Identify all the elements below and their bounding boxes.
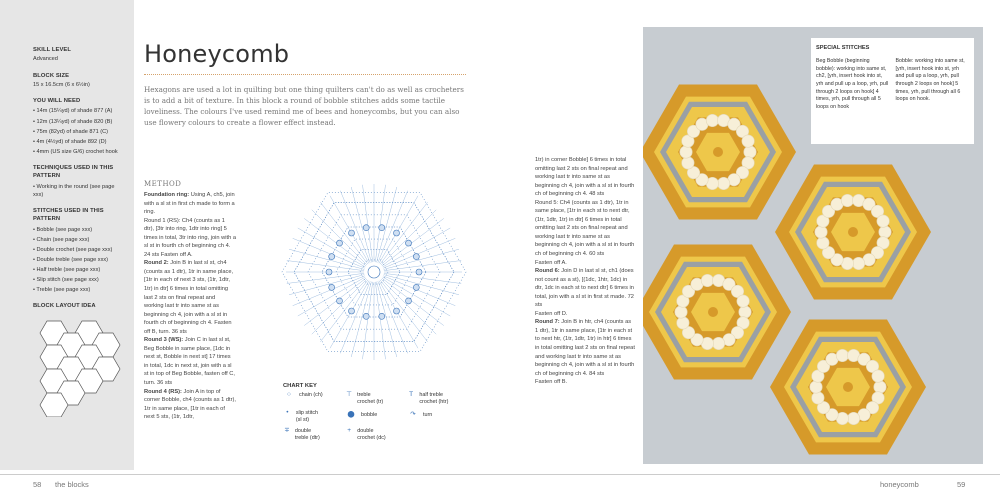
chart-bobble [394, 230, 400, 236]
chart-stitch-line [375, 282, 385, 359]
double-crochet-icon: + [347, 427, 352, 434]
method-step-text: Fasten off A. [535, 259, 567, 266]
method-step-text: Round 5: Ch4 (counts as 1 dtr), 1tr in same place, [1tr in each st to next dtr, (1tr, 1dtr, 1tr) in dtr] 6 times in total omitting last 2 sts on final repeat and working last tr into same st as beginning ch 4, join with a sl st in fourth ch of beginning ch 4. 60 sts [535, 199, 635, 258]
key-label: treble crochet (tr) [357, 392, 384, 406]
need-item: • 4mm (US size G/6) crochet hook [33, 148, 118, 155]
sidebar [0, 0, 134, 470]
key-item [345, 392, 385, 407]
key-item [283, 410, 323, 425]
skill-level-heading: SKILL LEVEL [33, 47, 72, 53]
crochet-chart [268, 172, 480, 372]
need-item: • 14m (15¼yd) of shade 877 (A) [33, 108, 113, 115]
left-running-head: the blocks [55, 480, 89, 489]
page-footer [0, 470, 1000, 500]
chart-stitch-line [384, 273, 461, 283]
chart-stitch-line [312, 210, 367, 265]
chart-stitch-line [287, 261, 364, 271]
chart-stitch-line [287, 273, 364, 283]
key-label: double crochet (dc) [357, 428, 386, 442]
need-item: • 12m (13¼yd) of shade 820 (B) [33, 118, 113, 125]
bobble [874, 381, 886, 393]
chart-bobble [363, 225, 369, 231]
skill-level-value: Advanced [33, 56, 58, 63]
bobble [815, 226, 827, 238]
you-will-need-heading: YOU WILL NEED [33, 98, 81, 104]
chart-bobble [416, 269, 422, 275]
chart-bobble [337, 298, 343, 304]
stitch-item: • Chain (see page xxx) [33, 236, 90, 243]
chart-bobble [406, 298, 412, 304]
method-step-label: Round 2: [144, 260, 169, 267]
method-column-1 [144, 191, 236, 422]
need-item: • 75m (82yd) of shade 871 (C) [33, 128, 109, 135]
footer-rule [0, 474, 1000, 475]
right-page-number: 59 [957, 480, 966, 489]
chart-bobble [379, 313, 385, 319]
bobble [852, 257, 864, 269]
chart-key-heading: CHART KEY [283, 383, 317, 389]
chain-icon: ○ [287, 391, 291, 398]
page-title: Honeycomb [144, 40, 290, 68]
chart-stitch-line [381, 279, 436, 334]
chart-bobble [349, 230, 355, 236]
bobble [739, 306, 751, 318]
method-step-label: Round 7: [535, 319, 560, 326]
stitch-item: • Slip stitch (see page xxx) [33, 277, 99, 284]
key-item [407, 392, 457, 407]
key-label: turn [423, 412, 433, 418]
method-heading: METHOD [144, 180, 182, 188]
block-layout-diagram [33, 317, 125, 417]
bobble [742, 135, 754, 147]
method-column-2 [535, 156, 635, 387]
key-label: chain (ch) [299, 392, 323, 398]
center-ring [713, 147, 723, 157]
chart-foundation-ring [368, 266, 380, 278]
method-step-text: Join B in last sl st, ch4 (counts as 1 dtr), 1tr in same place, [1tr in each of next 3 sts, (1tr, 1dtr, 1tr) in dtr] 6 times in total omitting last 2 sts on final repeat and working last tr into same st as beginning ch 4, join with a sl st in fourth ch of beginning ch 4. Fasten off B, turn. 36 sts [144, 260, 234, 335]
techniques-heading: TECHNIQUES USED IN THIS PATTERN [33, 164, 114, 180]
bobble-icon: ⬤ [347, 411, 355, 418]
chart-round [360, 260, 388, 284]
turn-icon: ↷ [410, 411, 416, 418]
block-size-heading: BLOCK SIZE [33, 72, 70, 79]
bobble [810, 381, 822, 393]
special-stitches-box [811, 38, 974, 144]
technique-item: • Working in the round (see page xxx) [33, 183, 115, 198]
key-item [407, 412, 432, 419]
method-step-text: 1tr) in corner Bobble] 6 times in total omitting last 2 sts on final repeat and working last tr into same st as beginning ch 4, join with a sl st in fourth ch of beginning ch 4. 48 sts [535, 157, 635, 198]
key-label: half treble crochet (htr) [419, 392, 449, 406]
method-step-label: Foundation ring: [144, 192, 190, 198]
bobble [877, 215, 889, 227]
center-ring [843, 382, 853, 392]
method-step-text: Join B in htr, ch4 (counts as 1 dtr), 1tr in same place, [1tr in each st to next htr, (1tr, 1dtr, 1tr) in htr] 6 times in total omitting last 2 sts on final repeat and working last tr into same st as beginning ch 4, join with a sl st in fourth ch of beginning ch 4. 84 sts [535, 319, 635, 377]
chart-bobble [349, 308, 355, 314]
key-item [345, 412, 377, 419]
stitch-item: • Double crochet (see page xxx) [33, 246, 113, 253]
chart-bobble [379, 225, 385, 231]
method-step-text: Using A, ch5, join with a sl st in first ch made to form a ring. [144, 192, 235, 216]
left-page-number: 58 [33, 480, 42, 489]
chart-stitch-line [363, 282, 373, 359]
chart-bobble [329, 254, 335, 260]
chart-stitch-line [384, 261, 461, 271]
bobble [717, 177, 729, 189]
chart-bobble [337, 240, 343, 246]
chart-bobble [413, 284, 419, 290]
chart-bobble [406, 240, 412, 246]
intro-text: Hexagons are used a lot in quilting but one thing quilters can't do as well as crocheters is to add a bit of texture. In this block a round of bobble stitches adds some tactile loveliness. The colours I've used remind me of bees and honeycombs, but you can also use flowery colours to create a flower effect instead. [144, 85, 464, 128]
center-ring [848, 227, 858, 237]
chart-bobble [413, 254, 419, 260]
title-divider [144, 74, 466, 75]
slip-stitch-icon: • [286, 409, 289, 416]
bobble [812, 392, 824, 404]
method-step-text: Join D in last sl st, ch1 (does not count as a st), [(1dc, 1htr, 1dc) in dtr, 1dc in each st to next dtr] 6 times in total, join with a sl st in first st made. 72 sts [535, 268, 634, 309]
bobble [744, 146, 756, 158]
key-label: bobble [361, 412, 378, 418]
method-step-label: Round 3 (WS): [144, 337, 184, 344]
stitches-heading: STITCHES USED IN THIS PATTERN [33, 207, 104, 223]
key-item [345, 428, 389, 443]
method-step-text: Join C in last sl st, Beg Bobble in same place, [1dc in next st, Bobble in next st] 17 times in total, 1dc in next st, join with a sl st in top of Beg Bobble, fasten off C, turn. 36 sts [144, 337, 235, 387]
key-item [283, 428, 323, 443]
stitch-item: • Treble (see page xxx) [33, 287, 91, 294]
bobble [675, 306, 687, 318]
bobble [879, 226, 891, 238]
bobble [677, 317, 689, 329]
chart-bobble [329, 284, 335, 290]
bobble [712, 337, 724, 349]
method-step-label: Round 6: [535, 268, 560, 275]
half-treble-icon: T [409, 391, 414, 398]
bobble [737, 295, 749, 307]
stitch-item: • Double treble (see page xxx) [33, 257, 109, 264]
bobble [682, 157, 694, 169]
bobble [817, 237, 829, 249]
method-step-label: Round 4 (RS): [144, 388, 182, 395]
stitch-item: • Bobble (see page xxx) [33, 226, 93, 233]
bobble [680, 146, 692, 158]
bobble [701, 274, 713, 286]
bobble [872, 370, 884, 382]
chart-bobble [394, 308, 400, 314]
chart-bobble [326, 269, 332, 275]
chart-stitch-line [375, 185, 385, 262]
chart-bobble [363, 313, 369, 319]
key-item [283, 392, 323, 399]
special-stitches-heading: SPECIAL STITCHES [816, 45, 870, 51]
key-label: double treble (dtr) [294, 428, 320, 442]
method-step-text: Round 1 (RS): Ch4 (counts as 1 dtr), [3tr into ring, 1dtr into ring] 5 times in total, 3tr into ring, join with a sl st in fourth ch of beginning ch 4. 24 sts Fasten off A. [144, 217, 236, 258]
bobble [841, 194, 853, 206]
block-layout-heading: BLOCK LAYOUT IDEA [33, 303, 96, 310]
method-step-text: Fasten off B. [535, 379, 568, 386]
key-label: slip stitch (sl st) [295, 410, 319, 424]
bobble [847, 412, 859, 424]
special-stitch-beg-bobble: Beg Bobble (beginning bobble): working into same st, ch2, [yrh, insert hook into st, yrh and pull up a loop, yrh, pull through 2 loops on hook] 4 times, yrh, pull through all 5 loops on hook [816, 58, 889, 111]
method-step-text: Fasten off D. [535, 310, 568, 317]
block-size-value: 15 x 16.5cm (6 x 6½in) [33, 81, 90, 88]
bobble [836, 349, 848, 361]
treble-icon: ⊤ [346, 391, 352, 398]
chart-stitch-line [363, 185, 373, 262]
stitch-item: • Half treble (see page xxx) [33, 267, 101, 274]
right-running-head: honeycomb [880, 480, 919, 489]
double-treble-icon: ∓ [284, 427, 290, 434]
method-step-text: Join A in top of corner Bobble, ch4 (counts as 1 dtr), 1tr in same place, [1tr in each of next 5 sts, (1tr, 1dtr, [144, 388, 236, 421]
need-item: • 4m (4½yd) of shade 892 (D) [33, 138, 107, 145]
special-stitch-bobble: Bobble: working into same st, [yrh, insert hook into st, yrh and pull up a loop, yrh, pull through 2 loops on hook] 5 times, yrh, pull through all 6 loops on hook. [895, 58, 965, 103]
center-ring [708, 307, 718, 317]
bobble [706, 114, 718, 126]
